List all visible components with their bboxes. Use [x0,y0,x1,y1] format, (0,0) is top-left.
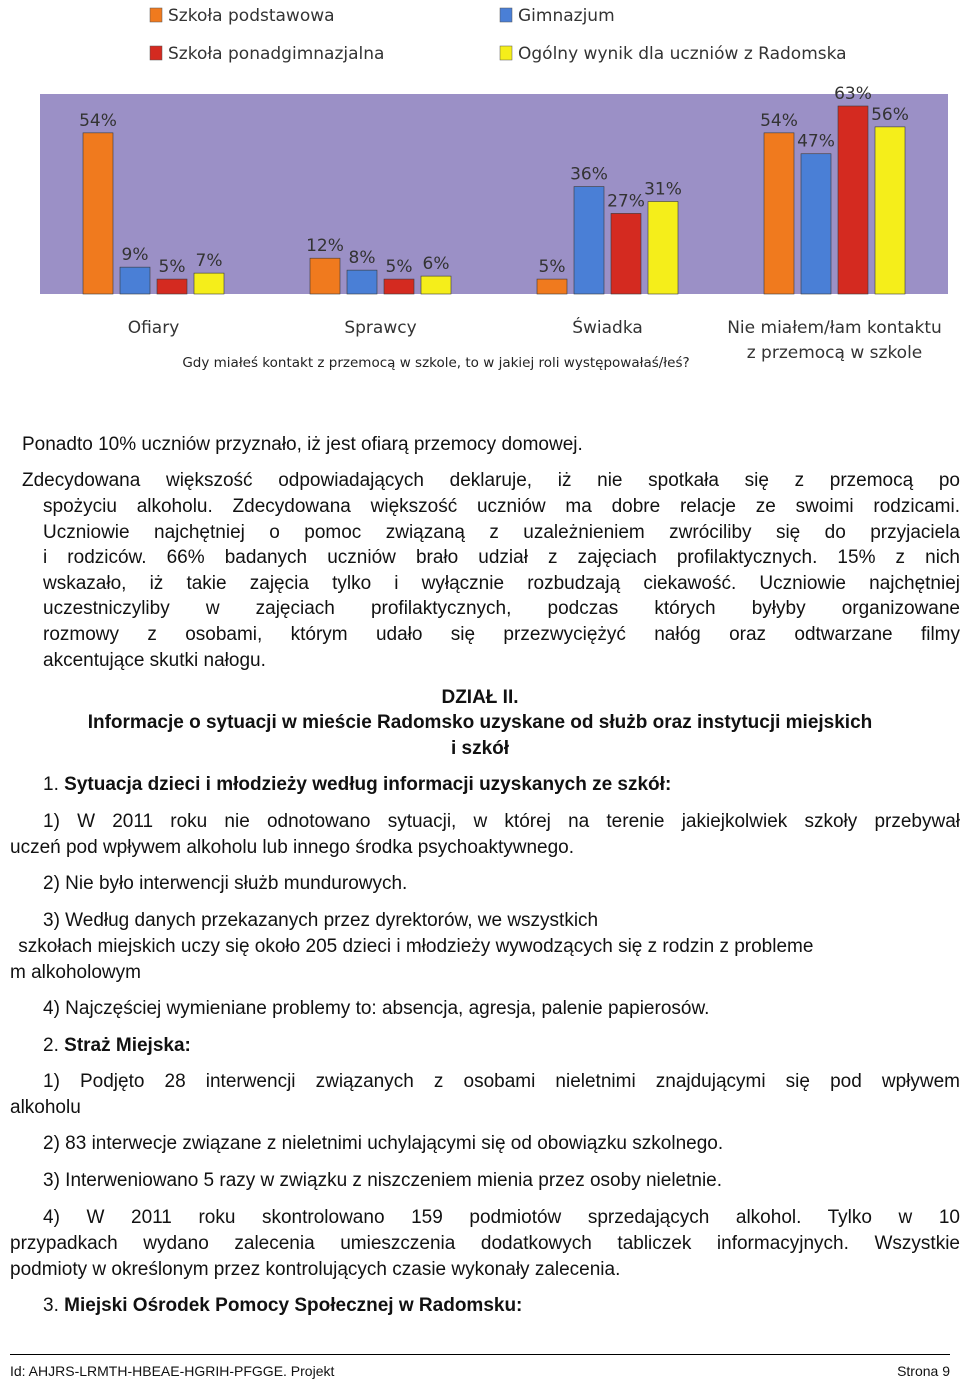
schools-item-1-line: uczeń pod wpływem alkoholu lub innego środka psychoaktywnego. [10,837,575,858]
guard-item-3: 3) Interweniowano 5 razy w związku z niszczeniem mienia przez osoby nieletnie. [43,1170,723,1191]
legend-swatch [500,8,512,22]
bar [801,154,831,294]
guard-item-4-line: 4) W 2011 roku skontrolowano 159 podmiotów sprzedających alkohol. Tylko w 10 [43,1207,960,1228]
value-label: 5% [538,257,566,278]
category-label: z przemocą w szkole [746,343,923,363]
section-subtitle-line: i szkół [450,738,510,759]
summary-line: wskazało, iż takie zajęcia tylko i wyłącznie rozbudzają ciekawość. Uczniowie najchętniej [43,573,960,594]
legend-label: Szkoła podstawowa [168,6,335,26]
guard-item-1-line: alkoholu [10,1097,81,1118]
schools-item-2: 2) Nie było interwencji służb mundurowych. [43,873,408,894]
bar [611,213,641,294]
summary-line: Uczniowie najchętniej o pomoc związaną z uzależnieniem zwróciliby się do przyjaciela [43,522,960,543]
value-label: 54% [760,110,798,131]
summary-line: Zdecydowana większość odpowiadających deklaruje, iż nie spotkała się z przemocą po [22,470,960,491]
value-label: 12% [306,236,344,257]
heading-schools [43,772,943,798]
value-label: 9% [121,245,149,266]
bar [648,201,678,294]
bar [194,273,224,294]
heading-text: Sytuacja dzieci i młodzieży według informacji uzyskanych ze szkół: [64,774,672,795]
value-label: 54% [79,110,117,131]
bar [157,279,187,294]
legend-label: Ogólny wynik dla uczniów z Radomska [518,44,847,64]
bar [574,187,604,294]
value-label: 36% [570,164,608,185]
value-label: 7% [195,251,223,272]
summary-line: i rodziców. 66% badanych uczniów brało udział z zajęciach profilaktycznych. 15% z nich [43,547,960,568]
summary-line: rozmowy z osobami, którym udało się przezwyciężyć nałóg oraz odtwarzane filmy [43,624,960,645]
value-label: 5% [158,257,186,278]
chart-question: Gdy miałeś kontakt z przemocą w szkole, to w jakiej roli występowałaś/łeś? [182,355,690,371]
heading-text: Miejski Ośrodek Pomocy Społecznej w Radomsku: [64,1295,523,1316]
bar [347,270,377,294]
category-label: Sprawcy [344,318,417,338]
value-label: 63% [834,84,872,104]
legend-swatch [150,8,162,22]
bar [83,133,113,294]
bar-chart [0,0,960,385]
page-number: Strona 9 [897,1363,950,1379]
legend-label: Gimnazjum [518,6,615,26]
schools-item-3-line: 3) Według danych przekazanych przez dyrektorów, we wszystkich [43,910,599,931]
legend-swatch [500,46,512,60]
heading-number: 3. [43,1295,59,1316]
bar [310,258,340,294]
section-subtitle-line: Informacje o sytuacji w mieście Radomsko uzyskane od służb oraz instytucji miejskich [87,712,873,733]
legend-swatch [150,46,162,60]
heading-city-guard [43,1033,943,1059]
value-label: 6% [422,254,450,275]
bar [537,279,567,294]
legend-label: Szkoła ponadgimnazjalna [168,44,385,64]
guard-item-4-line: podmioty w określonym przez kontrolujących czasie wykonały zalecenia. [10,1259,621,1280]
value-label: 47% [797,131,835,152]
category-label: Ofiary [127,318,180,338]
paragraph-domestic-violence: Ponadto 10% uczniów przyznało, iż jest ofiarą przemocy domowej. [22,434,583,455]
value-label: 31% [644,179,682,200]
heading-text: Straż Miejska: [64,1035,191,1056]
value-label: 5% [385,257,413,278]
value-label: 8% [348,248,376,269]
schools-item-4: 4) Najczęściej wymieniane problemy to: absencja, agresja, palenie papierosów. [43,998,710,1019]
schools-item-3-line: m alkoholowym [10,962,141,983]
value-label: 27% [607,191,645,212]
heading-number: 2. [43,1035,59,1056]
guard-item-1-line: 1) Podjęto 28 interwencji związanych z osobami nieletnimi znajdującymi się pod wpływem [43,1071,960,1092]
bar [384,279,414,294]
summary-line: spożyciu alkoholu. Zdecydowana większość uczniów ma dobre relacje ze swoimi rodzicami. [43,496,960,517]
category-label: Świadka [572,318,643,338]
bar [875,127,905,294]
heading-social-welfare [43,1293,943,1319]
value-label: 56% [871,104,909,125]
bar [120,267,150,294]
guard-item-4-line: przypadkach wydano zalecenia umieszczenia dodatkowych tabliczek informacyjnych. Wszystkie [10,1233,960,1254]
section-title: DZIAŁ II. [441,687,519,708]
bar [421,276,451,294]
bar [764,133,794,294]
summary-line: uczestniczyliby w zajęciach profilaktycznych, podczas których byłyby organizowane [43,598,960,619]
document-id: Id: AHJRS-LRMTH-HBEAE-HGRIH-PFGGE. Projekt [10,1363,335,1379]
bar [838,106,868,294]
heading-number: 1. [43,774,59,795]
page-footer [10,1354,950,1379]
chart-svg [0,0,960,385]
schools-item-1-line: 1) W 2011 roku nie odnotowano sytuacji, w której na terenie jakiejkolwiek szkoły przebywał [43,811,960,832]
guard-item-2: 2) 83 interwecje związane z nieletnimi uchylającymi się od obowiązku szkolnego. [43,1133,724,1154]
category-label: Nie miałem/łam kontaktu [727,318,942,338]
summary-line: akcentujące skutki nałogu. [43,650,266,671]
schools-item-3-line: szkołach miejskich uczy się około 205 dzieci i młodzieży wywodzących się z rodzin z probleme [13,936,814,957]
